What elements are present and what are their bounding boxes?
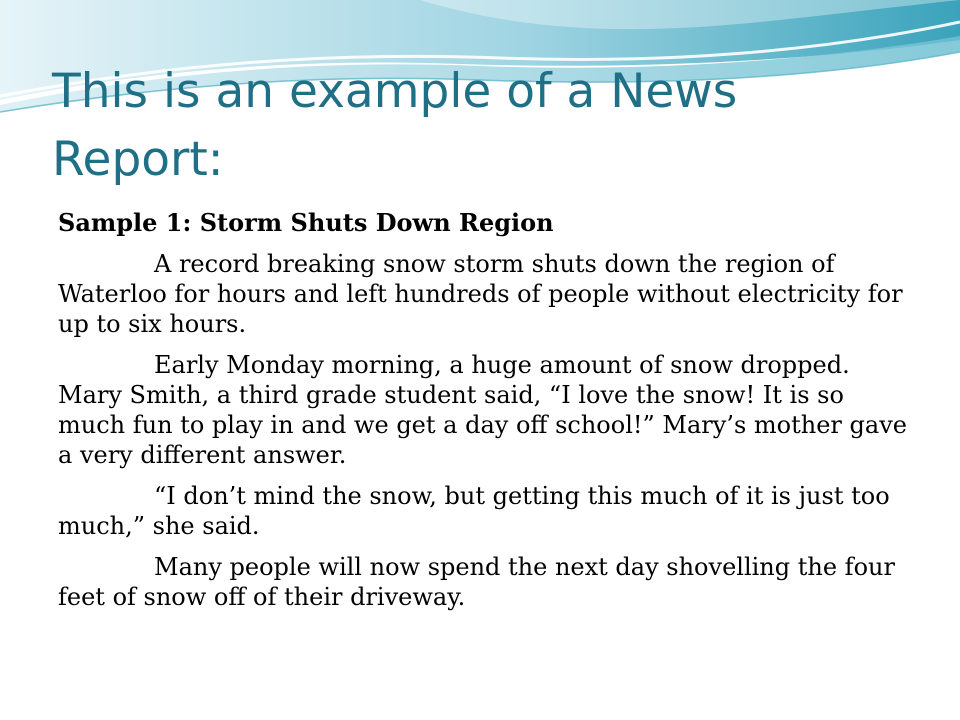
article-paragraph: Many people will now spend the next day shovelling the four feet of snow off of their driveway.: [58, 553, 895, 611]
article-paragraph: A record breaking snow storm shuts down the region of Waterloo for hours and left hundreds of people without electricity for up to six hours.: [58, 250, 903, 338]
article-paragraph: “I don’t mind the snow, but getting this much of it is just too much,” she said.: [58, 482, 890, 540]
article-paragraph: Early Monday morning, a huge amount of snow dropped. Mary Smith, a third grade student said, “I love the snow! It is so much fun to play in and we get a day off school!” Mary’s mother gave a very different answer.: [58, 351, 907, 469]
slide-title: This is an example of a News Report:: [52, 64, 738, 187]
article-body: [58, 208, 908, 623]
article-heading: Sample 1: Storm Shuts Down Region: [58, 208, 554, 237]
